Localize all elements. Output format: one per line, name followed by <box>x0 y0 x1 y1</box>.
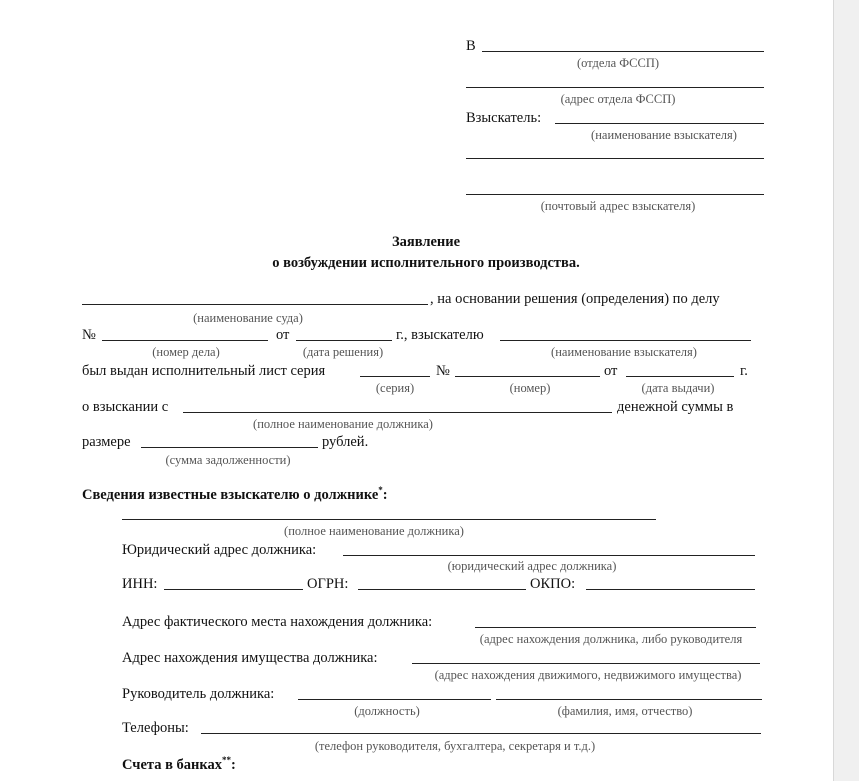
money-sum-text: денежной суммы в <box>617 399 734 415</box>
sheet-number-line <box>455 376 600 377</box>
property-address-line <box>412 663 760 664</box>
legal-address-line <box>343 555 755 556</box>
bank-accounts-label: Счета в банках <box>122 757 223 773</box>
property-address-label: Адрес нахождения имущества должника: <box>122 650 378 666</box>
phones-label: Телефоны: <box>122 720 189 736</box>
g-label: г. <box>740 363 748 379</box>
caption-decision-date: (дата решения) <box>302 345 384 359</box>
position-line <box>298 699 491 700</box>
claimant-postal-line <box>466 194 764 195</box>
claimant-line <box>500 340 751 341</box>
caption-claimant-postal: (почтовый адрес взыскателя) <box>540 199 696 213</box>
ot2-label: от <box>604 363 618 379</box>
caption-actual-address: (адрес нахождения должника, либо руководителя <box>479 632 743 646</box>
body-line1-text: , на основании решения (определения) по делу <box>430 291 720 307</box>
caption-claimant: (наименование взыскателя) <box>551 345 697 359</box>
caption-court: (наименование суда) <box>193 311 303 325</box>
issued-text: был выдан исполнительный лист серия <box>82 363 326 379</box>
debtor-heading-colon: : <box>382 487 388 503</box>
debtor-full-name-line <box>183 412 612 413</box>
dept-address-line <box>466 87 764 88</box>
debtor-name-line <box>122 519 656 520</box>
caption-fio: (фамилия, имя, отчество) <box>557 704 693 718</box>
caption-debtor-full-name: (полное наименование должника) <box>284 524 464 538</box>
okpo-line <box>586 589 755 590</box>
bank-accounts-heading <box>122 757 236 773</box>
caption-dept: (отдела ФССП) <box>576 56 660 70</box>
caption-debt-sum: (сумма задолженности) <box>165 453 291 467</box>
caption-issue-date: (дата выдачи) <box>641 381 715 395</box>
g-claimant-label: г., взыскателю <box>396 327 484 343</box>
claimant-label: Взыскатель: <box>466 110 542 126</box>
fio-line <box>496 699 762 700</box>
caption-position: (должность) <box>354 704 420 718</box>
rubles-text: рублей. <box>322 434 369 450</box>
recovery-from: о взыскании с <box>82 399 169 415</box>
decision-date-line <box>296 340 392 341</box>
legal-address-label: Юридический адрес должника: <box>122 542 317 558</box>
caption-series: (серия) <box>375 381 415 395</box>
series-line <box>360 376 430 377</box>
ogrn-line <box>358 589 526 590</box>
actual-address-line <box>475 627 756 628</box>
phones-line <box>201 733 761 734</box>
caption-full-debtor: (полное наименование должника) <box>253 417 433 431</box>
title-line2: о возбуждении исполнительного производства. <box>272 255 580 271</box>
case-no-sign: № <box>82 327 96 343</box>
bank-accounts-footnote-mark: ** <box>222 755 232 765</box>
caption-property: (адрес нахождения движимого, недвижимого имущества) <box>434 668 742 682</box>
head-label: Руководитель должника: <box>122 686 275 702</box>
caption-case-no: (номер дела) <box>152 345 220 359</box>
sheet-no-sign: № <box>436 363 450 379</box>
to-prefix: В <box>466 38 476 54</box>
inn-label: ИНН: <box>122 576 158 592</box>
caption-claimant-name: (наименование взыскателя) <box>591 128 737 142</box>
ogrn-label: ОГРН: <box>307 576 349 592</box>
okpo-label: ОКПО: <box>530 576 576 592</box>
caption-phones: (телефон руководителя, бухгалтера, секретаря и т.д.) <box>314 739 596 753</box>
claimant-name-line <box>555 123 764 124</box>
amount-prefix: размере <box>82 434 131 450</box>
case-number-line <box>102 340 268 341</box>
issue-date-line <box>626 376 734 377</box>
inn-line <box>164 589 303 590</box>
actual-address-label: Адрес фактического места нахождения должника: <box>122 614 433 630</box>
claimant-extra-line <box>466 158 764 159</box>
bank-accounts-colon: : <box>231 757 236 773</box>
title-line1: Заявление <box>391 234 461 250</box>
caption-dept-address: (адрес отдела ФССП) <box>560 92 676 106</box>
caption-legal-address: (юридический адрес должника) <box>447 559 617 573</box>
ot-label: от <box>276 327 290 343</box>
dept-blank-line <box>482 51 764 52</box>
caption-number: (номер) <box>509 381 551 395</box>
debtor-heading-footnote-mark: * <box>378 485 383 495</box>
court-name-line <box>82 304 428 305</box>
debtor-heading <box>82 487 388 503</box>
debtor-heading-text: Сведения известные взыскателю о должнике <box>82 487 379 503</box>
debt-sum-line <box>141 447 318 448</box>
